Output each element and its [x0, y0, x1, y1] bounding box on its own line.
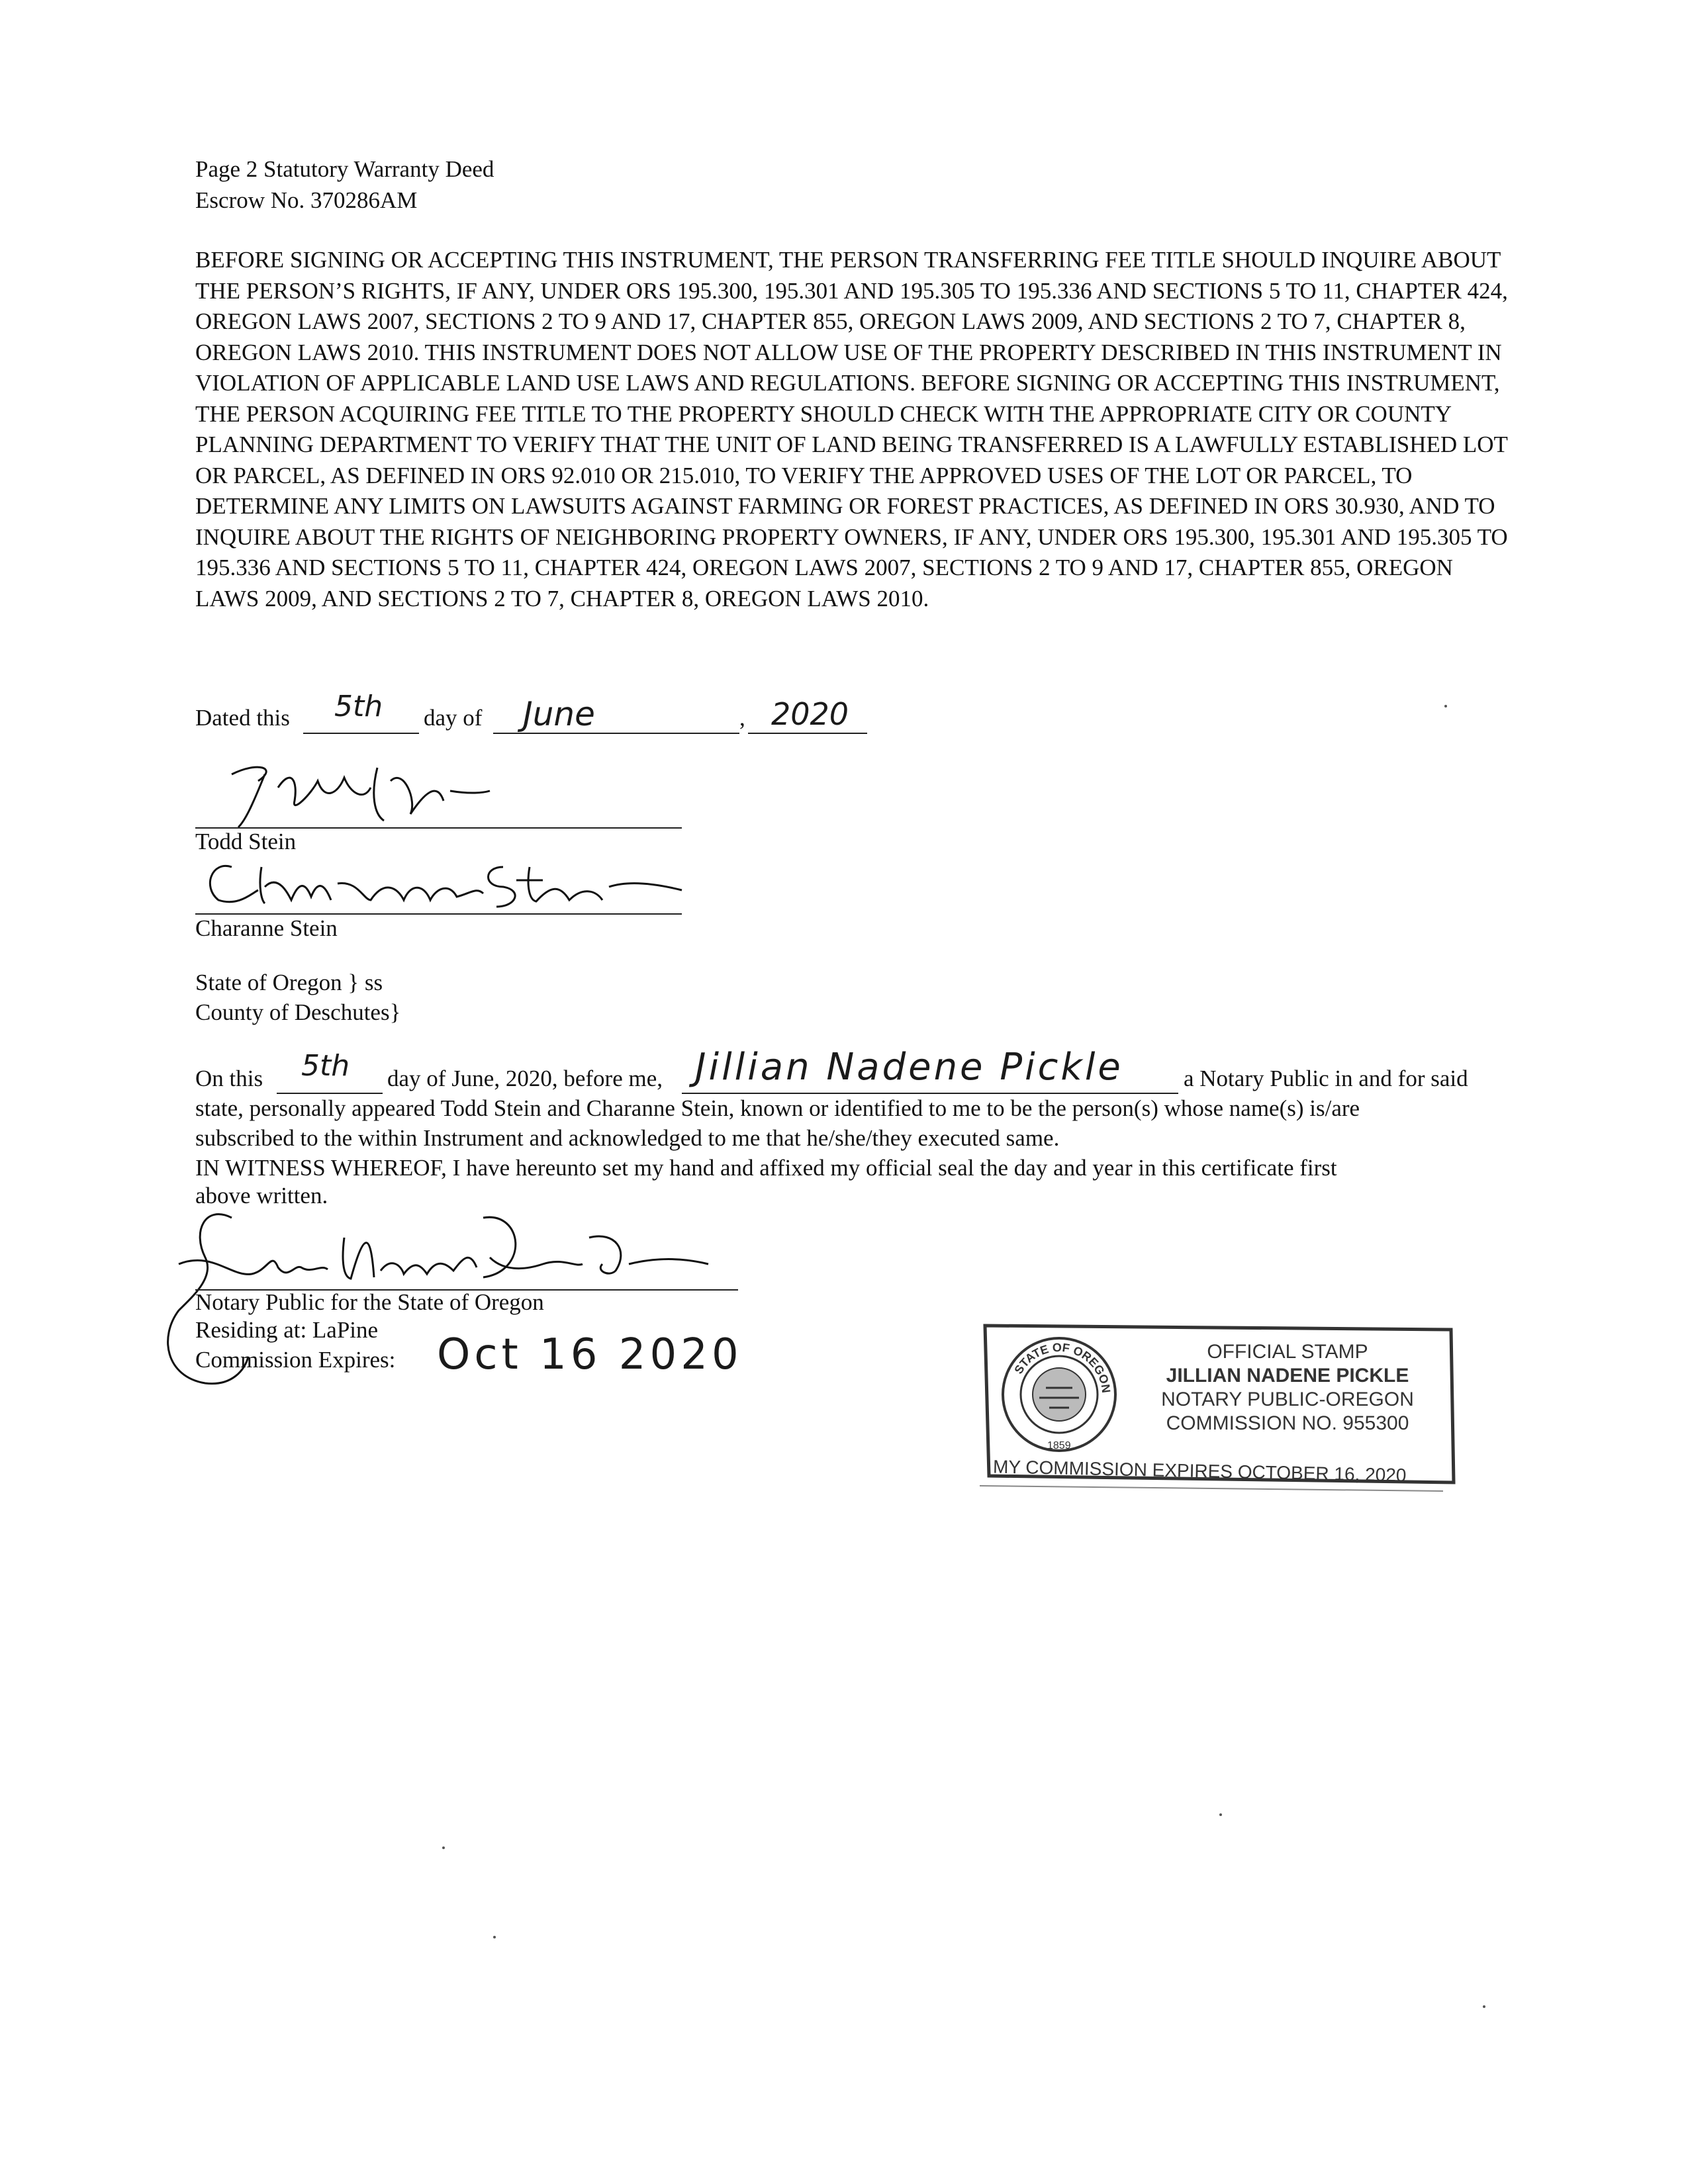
stamp-line-4: COMMISSION NO. 955300	[1166, 1412, 1409, 1434]
charanne-stein-signature	[199, 854, 688, 913]
ack-on-this: On this	[195, 1066, 263, 1091]
todd-stein-signature	[218, 754, 496, 834]
signer-1-name: Todd Stein	[195, 829, 297, 854]
signer-2-line	[195, 913, 682, 915]
stamp-line-1: OFFICIAL STAMP	[1207, 1341, 1368, 1363]
stamp-line-2: JILLIAN NADENE PICKLE	[1166, 1365, 1409, 1387]
notary-title: Notary Public for the State of Oregon	[195, 1289, 544, 1315]
ack-notary-name-line	[682, 1093, 1178, 1094]
dated-year-line	[748, 733, 867, 734]
ack-notary-name-handwritten: Jillian Nadene Pickle	[695, 1046, 1123, 1089]
dated-prefix: Dated this	[195, 705, 290, 731]
dated-day-handwritten: 5th	[334, 690, 383, 723]
escrow-number: Escrow No. 370286AM	[195, 187, 418, 213]
notary-residing: Residing at: LaPine	[195, 1317, 379, 1343]
seal-year: 1859	[1047, 1440, 1071, 1451]
signer-2-name: Charanne Stein	[195, 915, 338, 941]
dated-year-handwritten: 2020	[771, 696, 849, 732]
stamp-line-3: NOTARY PUBLIC-OREGON	[1161, 1388, 1414, 1410]
venue-state: State of Oregon } ss	[195, 970, 383, 995]
scan-speck	[493, 1936, 496, 1938]
stamp-text	[1132, 1340, 1443, 1435]
dated-day-of: day of	[424, 705, 483, 731]
ack-tail: a Notary Public in and for said	[1184, 1066, 1468, 1091]
ack-line-4: IN WITNESS WHEREOF, I have hereunto set my hand and affixed my official seal the day and year in this certificate first	[195, 1155, 1337, 1181]
dated-year-sep: ,	[739, 705, 745, 731]
page-title: Page 2 Statutory Warranty Deed	[195, 156, 494, 182]
ack-line-5: above written.	[195, 1183, 328, 1208]
ack-line-3: subscribed to the within Instrument and acknowledged to me that he/she/they executed same.	[195, 1125, 1060, 1151]
dated-month-handwritten: June	[523, 695, 595, 733]
ack-line-2: state, personally appeared Todd Stein and Charanne Stein, known or identified to me to be the person(s) whose name(s) is/are	[195, 1095, 1360, 1121]
notary-commission-label: Commission Expires:	[195, 1347, 396, 1373]
statutory-disclaimer: BEFORE SIGNING OR ACCEPTING THIS INSTRUMENT, THE PERSON TRANSFERRING FEE TITLE SHOULD INQUIRE ABOUT THE PERSON’S RIGHTS, IF ANY, UNDER ORS 195.300, 195.301 AND 195.305 TO 195.336 AND SECTIONS 5 TO 11, CHAPTER 424, OREGON LAWS 2007, SECTIONS 2 TO 9 AND 17, CHAPTER 855, OREGON LAWS 2009, AND SECTIONS 2 TO 7, CHAPTER 8, OREGON LAWS 2010. THIS INSTRUMENT DOES NOT ALLOW USE OF THE PROPERTY DESCRIBED IN THIS INSTRUMENT IN VIOLATION OF APPLICABLE LAND USE LAWS AND REGULATIONS. BEFORE SIGNING OR ACCEPTING THIS INSTRUMENT, THE PERSON ACQUIRING FEE TITLE TO THE PROPERTY SHOULD CHECK WITH THE APPROPRIATE CITY OR COUNTY PLANNING DEPARTMENT TO VERIFY THAT THE UNIT OF LAND BEING TRANSFERRED IS A LAWFULLY ESTABLISHED LOT OR PARCEL, AS DEFINED IN ORS 92.010 OR 215.010, TO VERIFY THE APPROVED USES OF THE LOT OR PARCEL, TO DETERMINE ANY LIMITS ON LAWSUITS AGAINST FARMING OR FOREST PRACTICES, AS DEFINED IN ORS 30.930, AND TO INQUIRE ABOUT THE RIGHTS OF NEIGHBORING PROPERTY OWNERS, IF ANY, UNDER ORS 195.300, 195.301 AND 195.305 TO 195.336 AND SECTIONS 5 TO 11, CHAPTER 424, OREGON LAWS 2007, SECTIONS 2 TO 9 AND 17, CHAPTER 855, OREGON LAWS 2009, AND SECTIONS 2 TO 7, CHAPTER 8, OREGON LAWS 2010.	[195, 247, 1508, 612]
seal-text: STATE OF OREGON	[1011, 1340, 1113, 1394]
ack-day-handwritten: 5th	[301, 1049, 350, 1083]
page-header	[195, 154, 494, 216]
state-seal-icon	[1000, 1335, 1119, 1454]
notary-commission-handwritten: Oct 16 2020	[437, 1330, 743, 1379]
scan-speck	[1219, 1813, 1222, 1816]
ack-day-rest: day of June, 2020, before me,	[387, 1066, 663, 1091]
scan-speck	[442, 1846, 445, 1849]
official-notary-stamp	[980, 1320, 1456, 1496]
stamp-line-5: MY COMMISSION EXPIRES OCTOBER 16, 2020	[992, 1456, 1407, 1486]
scan-speck	[1483, 2005, 1485, 2008]
scan-speck	[1444, 705, 1447, 707]
venue-county: County of Deschutes}	[195, 999, 401, 1025]
ack-day-line	[277, 1093, 383, 1094]
dated-day-line	[303, 733, 419, 734]
